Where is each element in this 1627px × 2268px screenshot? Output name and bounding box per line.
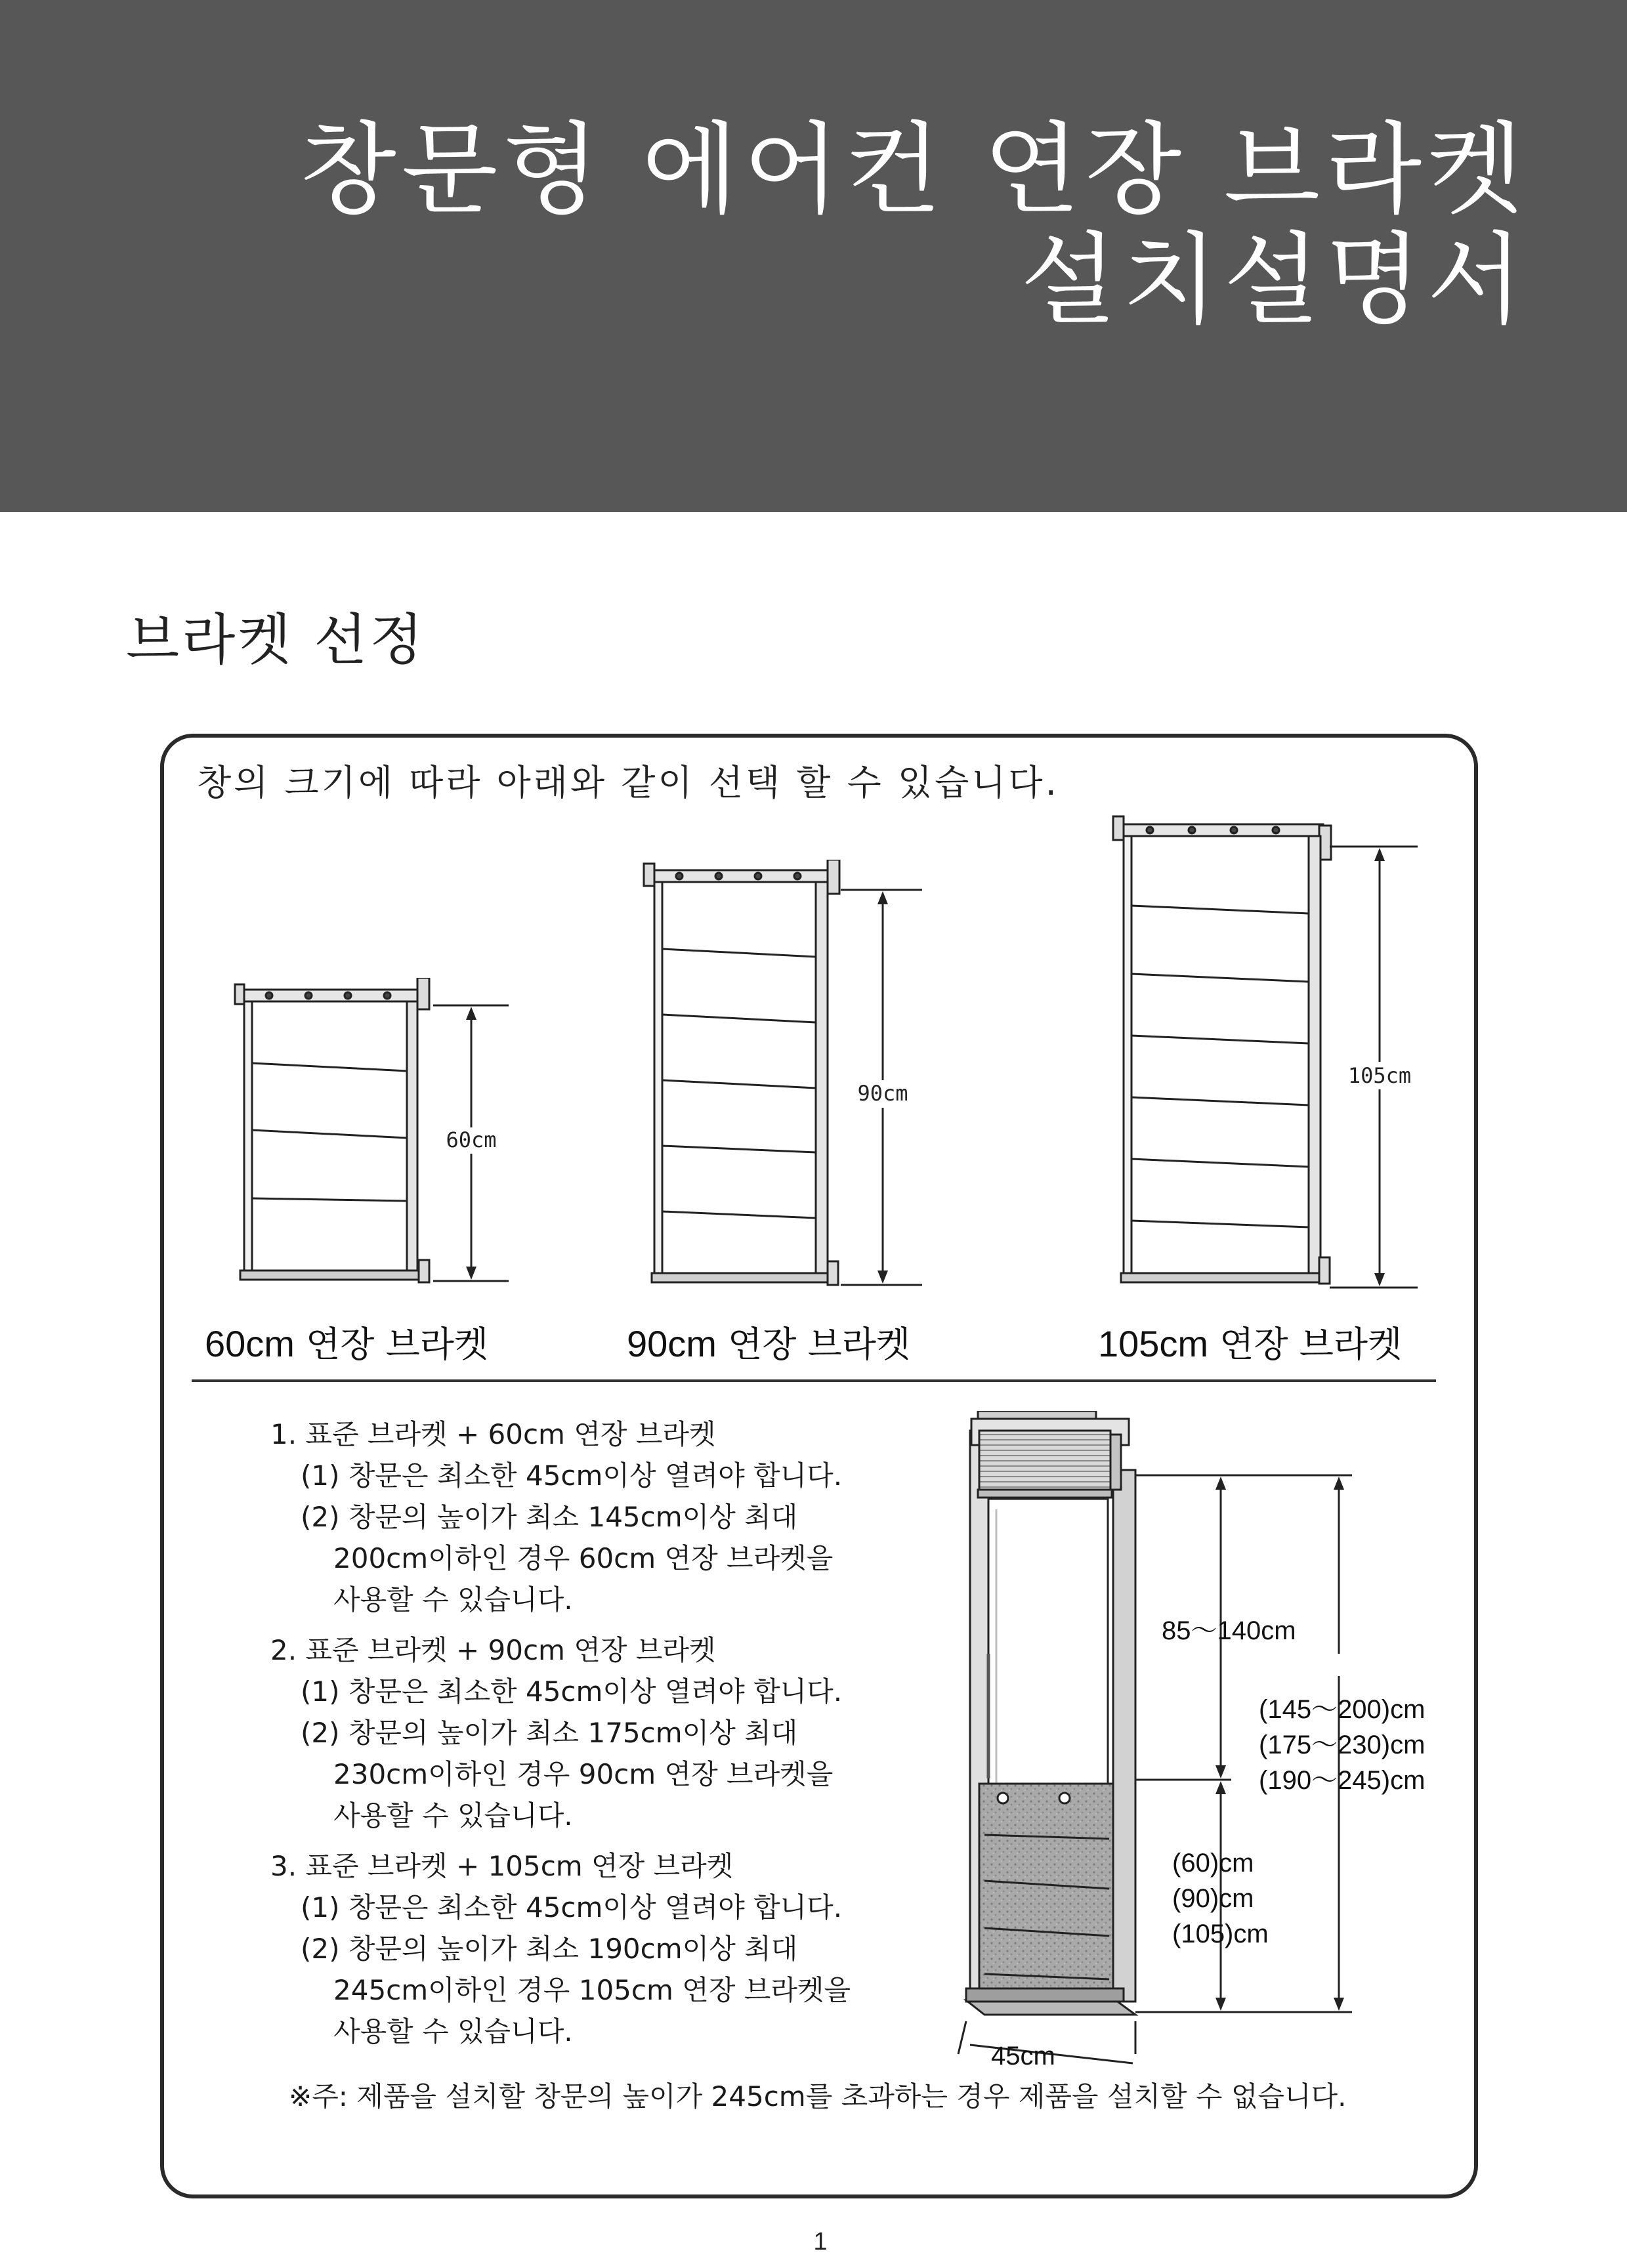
bracket-105-suffix: 연장 브라켓 xyxy=(1219,1324,1403,1365)
list-item-cont: 230cm이하인 경우 90cm 연장 브라켓을 xyxy=(333,1758,834,1790)
list-item-cont: 사용할 수 있습니다. xyxy=(333,1584,573,1616)
list-item-sub: (2) 창문의 높이가 최소 175cm이상 최대 xyxy=(301,1717,798,1749)
list-item-sub: (1) 창문은 최소한 45cm이상 열려야 합니다. xyxy=(301,1460,843,1492)
bracket-90-suffix: 연장 브라켓 xyxy=(728,1324,911,1365)
title-line-1: 창문형 에어컨 연장 브라켓 xyxy=(299,112,1529,228)
list-item-head: 3. 표준 브라켓 + 105cm 연장 브라켓 xyxy=(270,1850,734,1882)
bracket-60-label xyxy=(205,1323,488,1366)
bracket-90-label xyxy=(627,1323,910,1366)
instruction-list xyxy=(270,1410,927,2052)
list-item-sub: (1) 창문은 최소한 45cm이상 열려야 합니다. xyxy=(301,1891,843,1923)
list-item xyxy=(270,1414,927,1620)
list-item-cont: 245cm이하인 경우 105cm 연장 브라켓을 xyxy=(333,1974,851,2006)
section-title: 브라켓 선정 xyxy=(126,608,426,672)
list-item-head: 1. 표준 브라켓 + 60cm 연장 브라켓 xyxy=(270,1418,716,1450)
list-item-head: 2. 표준 브라켓 + 90cm 연장 브라켓 xyxy=(270,1634,716,1666)
dim-width: 45cm xyxy=(991,2042,1055,2070)
header-band xyxy=(0,0,1627,512)
dim-total-range-2: (175～230)cm xyxy=(1259,1731,1426,1759)
dim-lower-90: (90)cm xyxy=(1172,1884,1254,1913)
list-item-sub: (2) 창문의 높이가 최소 190cm이상 최대 xyxy=(301,1933,798,1965)
bracket-105-figure xyxy=(1109,814,1437,1299)
list-item xyxy=(270,1629,927,1836)
bracket-60-size: 60cm xyxy=(205,1323,295,1364)
bracket-105-size: 105cm xyxy=(1098,1323,1209,1364)
list-item-sub: (1) 창문은 최소한 45cm이상 열려야 합니다. xyxy=(301,1675,843,1708)
bracket-90-size: 90cm xyxy=(627,1323,717,1364)
document-title xyxy=(216,112,1529,338)
bracket-105-label xyxy=(1098,1323,1402,1366)
page-number: 1 xyxy=(813,2228,828,2256)
section-divider xyxy=(192,1379,1436,1382)
bracket-60-suffix: 연장 브라켓 xyxy=(306,1324,489,1365)
note-text: ※주: 제품을 설치할 창문의 높이가 245cm를 초과하는 경우 제품을 설치할 수 없습니다. xyxy=(289,2080,1347,2112)
intro-text: 창의 크기에 따라 아래와 같이 선택 할 수 있습니다. xyxy=(197,762,1059,803)
list-item-cont: 200cm이하인 경우 60cm 연장 브라켓을 xyxy=(333,1542,834,1574)
bracket-60-figure xyxy=(230,978,532,1299)
dim-upper: 85～140cm xyxy=(1162,1616,1296,1645)
dim-lower-60: (60)cm xyxy=(1172,1849,1254,1878)
list-item xyxy=(270,1845,927,2052)
list-item-sub: (2) 창문의 높이가 최소 145cm이상 최대 xyxy=(301,1501,798,1533)
bracket-90-figure xyxy=(640,860,955,1299)
dim-lower-105: (105)cm xyxy=(1172,1920,1269,1948)
list-item-cont: 사용할 수 있습니다. xyxy=(333,1799,573,1832)
bracket-90-dim: 90cm xyxy=(857,1081,908,1106)
bracket-105-dim: 105cm xyxy=(1347,1063,1412,1088)
dim-total-range-3: (190～245)cm xyxy=(1259,1766,1426,1795)
list-item-cont: 사용할 수 있습니다. xyxy=(333,2015,573,2048)
bracket-60-dim: 60cm xyxy=(446,1127,497,1152)
title-line-2: 설치설명서 xyxy=(1020,222,1529,338)
dim-total-range-1: (145～200)cm xyxy=(1259,1695,1426,1724)
